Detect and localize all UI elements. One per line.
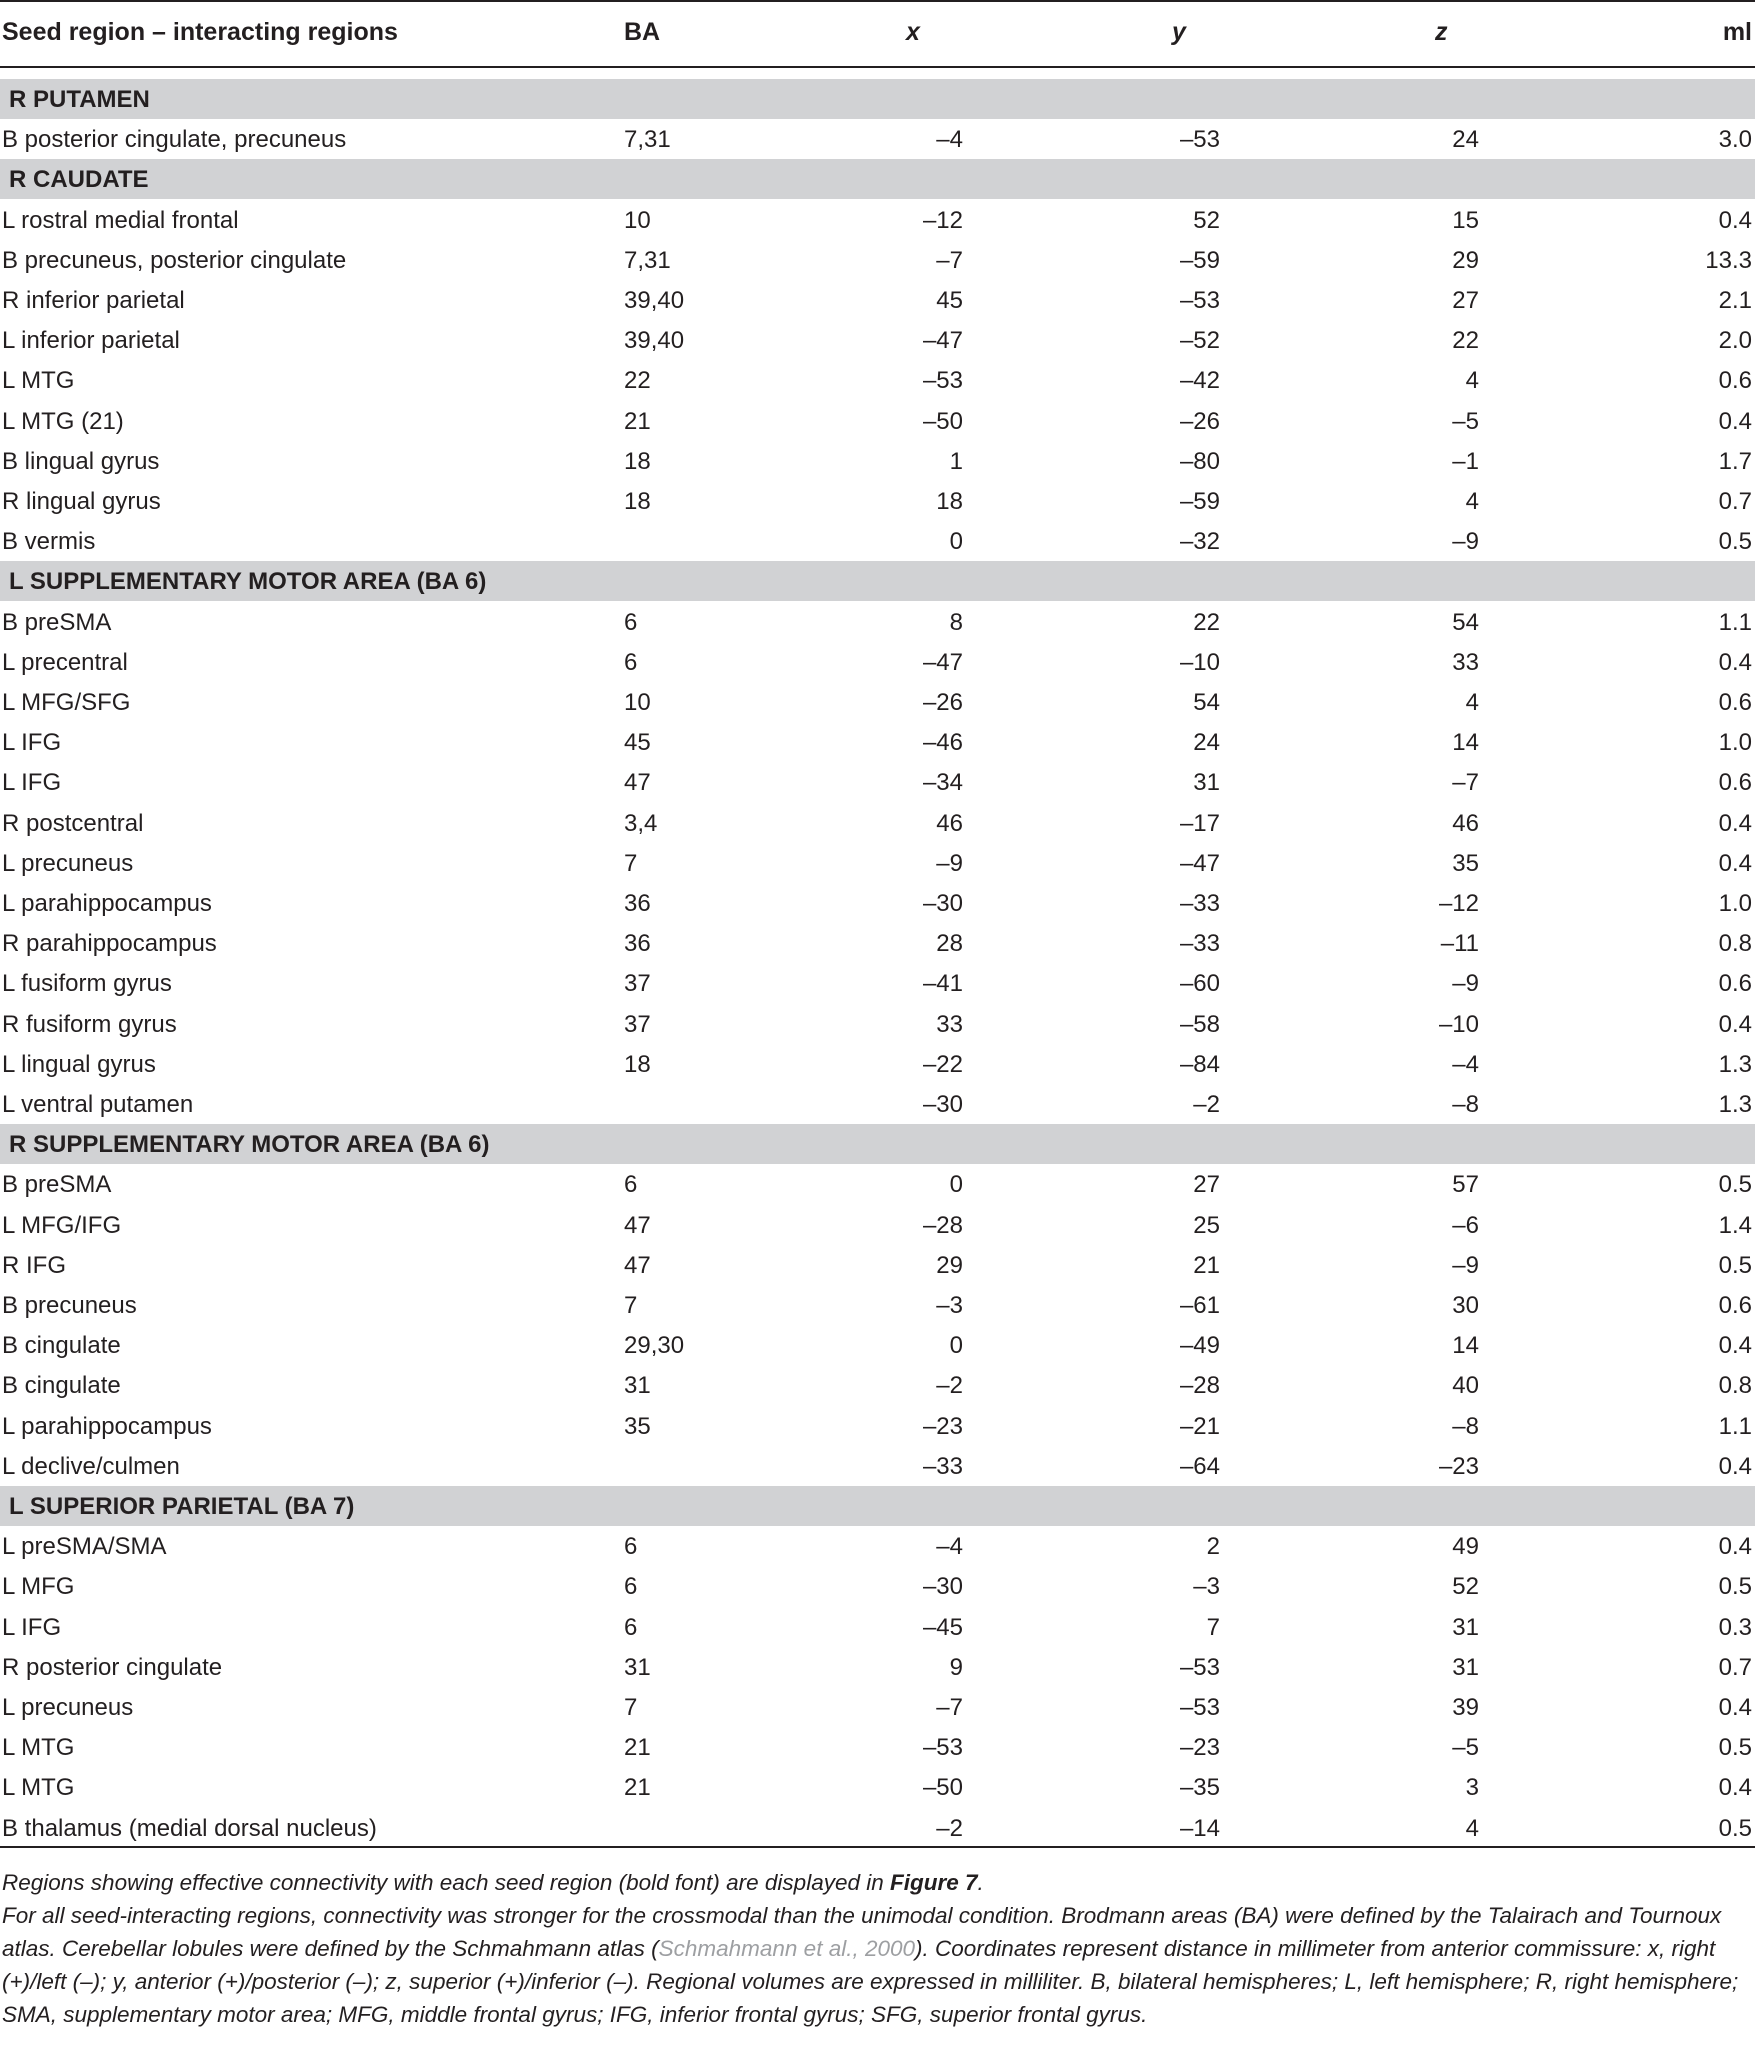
z-cell: 22 [1452,327,1479,355]
table-row [0,280,1755,320]
table-row [0,119,1755,159]
region-cell: L MTG [2,1734,75,1762]
ml-cell: 0.6 [1718,970,1752,998]
ba-cell: 18 [624,488,651,515]
ml-cell: 2.1 [1718,287,1752,314]
y-cell: 54 [1193,689,1220,716]
table-row [0,521,1755,561]
region-cell: R postcentral [2,809,144,837]
region-cell: B thalamus (medial dorsal nucleus) [2,1814,377,1842]
y-cell: –58 [1179,1010,1220,1038]
ba-cell: 31 [624,1372,651,1400]
ml-cell: 0.4 [1718,1332,1752,1360]
header-region: Seed region – interacting regions [2,18,398,46]
z-cell: 31 [1452,1653,1479,1681]
section-title: R SUPPLEMENTARY MOTOR AREA (BA 6) [9,1131,490,1159]
ml-cell: 2.0 [1718,327,1752,355]
ba-cell: 10 [624,206,651,234]
x-cell: –53 [922,1734,963,1762]
table-row [0,1607,1755,1647]
region-cell: L precentral [2,648,128,676]
ml-cell: 0.6 [1718,367,1752,395]
ba-cell: 29,30 [624,1332,685,1360]
z-cell: –4 [1452,1050,1479,1078]
x-cell: 0 [949,528,963,556]
x-cell: –45 [922,1613,963,1641]
z-cell: 31 [1452,1613,1479,1641]
y-cell: 2 [1206,1533,1220,1561]
x-cell: –30 [922,1573,963,1601]
ml-cell: 0.7 [1718,1653,1752,1681]
x-cell: 0 [949,1171,963,1199]
section-header [0,1124,1755,1164]
ml-cell: 1.1 [1718,608,1752,636]
y-cell: –14 [1179,1814,1220,1842]
table-row [0,1566,1755,1606]
region-cell: L MFG [2,1573,75,1601]
header-z: z [1435,18,1448,46]
x-cell: –2 [936,1814,963,1842]
ba-cell: 22 [624,367,651,395]
y-cell: –23 [1179,1734,1220,1762]
table-row [0,1205,1755,1245]
ba-cell: 21 [624,1774,651,1802]
table-row [0,682,1755,722]
ml-cell: 13.3 [1705,246,1752,274]
table-bottom-rule [0,1846,1755,1848]
y-cell: –35 [1179,1774,1220,1802]
table-row [0,923,1755,963]
x-cell: –34 [922,769,963,797]
x-cell: 0 [949,1332,963,1360]
ba-cell: 31 [624,1653,651,1681]
z-cell: 24 [1452,126,1479,154]
region-cell: B posterior cingulate, precuneus [2,126,347,154]
ml-cell: 1.4 [1718,1211,1752,1239]
z-cell: –12 [1438,890,1479,917]
ba-cell: 47 [624,769,651,797]
ba-cell: 7,31 [624,126,671,154]
y-cell: –33 [1179,890,1220,917]
z-cell: –7 [1452,769,1479,797]
ba-cell: 6 [624,648,638,676]
x-cell: –2 [936,1372,963,1400]
z-cell: 4 [1465,488,1479,515]
region-cell: R IFG [2,1251,66,1279]
ml-cell: 0.4 [1718,1452,1752,1480]
region-cell: L lingual gyrus [2,1050,156,1078]
citation-link[interactable]: Schmahmann et al., 2000 [658,1936,916,1961]
x-cell: –47 [922,327,963,355]
y-cell: –59 [1179,488,1220,515]
ba-cell: 35 [624,1412,651,1440]
z-cell: –9 [1452,970,1479,998]
table-header-row [0,0,1755,66]
region-cell: B vermis [2,528,96,556]
x-cell: –46 [922,729,963,757]
y-cell: –26 [1179,407,1220,435]
ml-cell: 1.3 [1718,1091,1752,1118]
region-cell: B preSMA [2,608,112,636]
region-cell: L MTG [2,367,75,395]
z-cell: 35 [1452,849,1479,877]
region-cell: R lingual gyrus [2,488,161,515]
table-row [0,963,1755,1003]
y-cell: –52 [1179,327,1220,355]
y-cell: 25 [1193,1211,1220,1239]
ml-cell: 0.5 [1718,1251,1752,1279]
section-title: L SUPPLEMENTARY MOTOR AREA (BA 6) [9,568,487,596]
region-cell: R fusiform gyrus [2,1010,177,1038]
x-cell: –26 [922,689,963,716]
table-row [0,642,1755,682]
y-cell: –17 [1179,809,1220,837]
table-row [0,1526,1755,1566]
y-cell: –21 [1179,1412,1220,1440]
table-row [0,240,1755,280]
region-cell: L ventral putamen [2,1091,194,1118]
section-title: R PUTAMEN [9,86,150,113]
z-cell: 4 [1465,1814,1479,1842]
section-header [0,79,1755,119]
ml-cell: 0.5 [1718,1171,1752,1199]
table-row [0,1687,1755,1727]
y-cell: 52 [1193,206,1220,234]
ba-cell: 6 [624,1613,638,1641]
region-cell: R parahippocampus [2,930,217,958]
y-cell: 31 [1193,769,1220,797]
z-cell: 33 [1452,648,1479,676]
ba-cell: 7 [624,849,638,877]
ba-cell: 18 [624,1050,651,1078]
region-cell: L precuneus [2,849,134,877]
table-row [0,401,1755,441]
z-cell: –5 [1452,407,1479,435]
x-cell: 8 [949,608,963,636]
header-x: x [906,18,920,46]
x-cell: 33 [936,1010,963,1038]
header-ba: BA [624,18,661,46]
region-cell: L preSMA/SMA [2,1533,167,1561]
ba-cell: 6 [624,1171,638,1199]
table-row [0,441,1755,481]
footnote-2-end: ). Coordinates represent distance in millimeter from anterior commissure: x, right (+)/left (–); y, anterior (+)/posterior (–); z, superior (+)/inferior (–). Regional volumes are expressed in milliliter. B, bilateral hemispheres; L, left hemisphere; R, right hemisphere; SMA, supplementary motor area; MFG, middle frontal gyrus; IFG, inferior frontal gyrus; SFG, superior frontal gyrus. [2,1936,1739,2027]
header-ml: ml [1722,18,1752,46]
z-cell: 27 [1452,287,1479,314]
table-row [0,200,1755,240]
x-cell: –41 [922,970,963,998]
table-row [0,1285,1755,1325]
ba-cell: 39,40 [624,327,685,355]
y-cell: 22 [1193,608,1220,636]
region-cell: L inferior parietal [2,327,180,355]
ml-cell: 0.5 [1718,1814,1752,1842]
z-cell: –9 [1452,1251,1479,1279]
region-cell: L declive/culmen [2,1452,180,1480]
z-cell: 49 [1452,1533,1479,1561]
section-header [0,159,1755,199]
table-row [0,1406,1755,1446]
table-row [0,320,1755,360]
section-header [0,1486,1755,1526]
ba-cell: 47 [624,1211,651,1239]
ba-cell: 47 [624,1251,651,1279]
header-y: y [1172,18,1186,46]
z-cell: 30 [1452,1292,1479,1319]
z-cell: –8 [1452,1091,1479,1118]
x-cell: 18 [936,488,963,515]
z-cell: 3 [1465,1774,1479,1802]
x-cell: –30 [922,1091,963,1118]
region-cell: L rostral medial frontal [2,206,239,234]
z-cell: 14 [1452,729,1479,757]
ml-cell: 0.6 [1718,1292,1752,1319]
y-cell: 24 [1193,729,1220,757]
table-row [0,762,1755,802]
z-cell: 39 [1452,1694,1479,1721]
z-cell: –10 [1438,1010,1479,1038]
x-cell: 9 [949,1653,963,1681]
z-cell: –9 [1452,528,1479,556]
region-cell: B cingulate [2,1332,121,1360]
y-cell: –28 [1179,1372,1220,1400]
z-cell: 52 [1452,1573,1479,1601]
ml-cell: 0.4 [1718,648,1752,676]
z-cell: 29 [1452,246,1479,274]
footnote-1 [2,1866,1752,1899]
table-row [0,722,1755,762]
x-cell: –50 [922,1774,963,1802]
x-cell: –28 [922,1211,963,1239]
region-cell: L MTG [2,1774,75,1802]
y-cell: –61 [1179,1292,1220,1319]
z-cell: 46 [1452,809,1479,837]
ba-cell: 45 [624,729,651,757]
z-cell: 40 [1452,1372,1479,1400]
table-row [0,1245,1755,1285]
y-cell: –53 [1179,126,1220,154]
x-cell: –4 [936,1533,963,1561]
x-cell: 1 [949,447,963,475]
x-cell: –33 [922,1452,963,1480]
ml-cell: 1.0 [1718,890,1752,917]
x-cell: –9 [936,849,963,877]
section-title: R CAUDATE [9,166,149,194]
x-cell: –50 [922,407,963,435]
x-cell: –53 [922,367,963,395]
ml-cell: 0.4 [1718,1694,1752,1721]
y-cell: –42 [1179,367,1220,395]
x-cell: –7 [936,1694,963,1721]
y-cell: –2 [1193,1091,1220,1118]
ml-cell: 0.5 [1718,1734,1752,1762]
ml-cell: 1.1 [1718,1412,1752,1440]
ml-cell: 3.0 [1718,126,1752,154]
region-cell: L parahippocampus [2,890,212,917]
y-cell: –10 [1179,648,1220,676]
z-cell: –11 [1440,930,1479,958]
region-cell: L IFG [2,729,62,757]
ml-cell: 1.7 [1718,447,1752,475]
x-cell: –12 [922,206,963,234]
region-cell: L IFG [2,769,62,797]
y-cell: –59 [1179,246,1220,274]
y-cell: –53 [1179,1694,1220,1721]
table-row [0,1004,1755,1044]
x-cell: 46 [936,809,963,837]
y-cell: –53 [1179,287,1220,314]
z-cell: –23 [1438,1452,1479,1480]
table-row [0,1727,1755,1767]
table-row [0,883,1755,923]
ba-cell: 21 [624,1734,651,1762]
ml-cell: 0.8 [1718,1372,1752,1400]
footnote-2 [2,1899,1752,2031]
y-cell: –47 [1179,849,1220,877]
ml-cell: 0.4 [1718,849,1752,877]
region-cell: B precuneus [2,1292,137,1319]
ba-cell: 6 [624,1533,638,1561]
region-cell: L precuneus [2,1694,134,1721]
y-cell: –84 [1179,1050,1220,1078]
table-row [0,481,1755,521]
ba-cell: 10 [624,689,651,716]
region-cell: L parahippocampus [2,1412,212,1440]
x-cell: 45 [936,287,963,314]
z-cell: 15 [1452,206,1479,234]
region-cell: R inferior parietal [2,287,185,314]
ba-cell: 37 [624,970,651,998]
ml-cell: 0.4 [1718,809,1752,837]
ml-cell: 0.8 [1718,930,1752,958]
table-row [0,1325,1755,1365]
ml-cell: 0.5 [1718,1573,1752,1601]
z-cell: –1 [1452,447,1479,475]
ml-cell: 0.4 [1718,1774,1752,1802]
ba-cell: 7 [624,1292,638,1319]
z-cell: –6 [1452,1211,1479,1239]
section-header [0,561,1755,601]
ba-cell: 21 [624,407,651,435]
z-cell: 54 [1452,608,1479,636]
z-cell: 57 [1452,1171,1479,1199]
y-cell: –64 [1179,1452,1220,1480]
region-cell: B precuneus, posterior cingulate [2,246,347,274]
y-cell: –60 [1179,970,1220,998]
ml-cell: 0.4 [1718,1533,1752,1561]
table-row [0,1084,1755,1124]
table-row [0,843,1755,883]
ml-cell: 1.0 [1718,729,1752,757]
region-cell: B cingulate [2,1372,121,1400]
table-row [0,1044,1755,1084]
ba-cell: 36 [624,930,651,958]
footnote-1-text: Regions showing effective connectivity with each seed region (bold font) are displayed in [2,1870,891,1895]
x-cell: –47 [922,648,963,676]
z-cell: 14 [1452,1332,1479,1360]
table-row [0,1808,1755,1848]
ba-cell: 6 [624,1573,638,1601]
ml-cell: 0.7 [1718,488,1752,515]
ba-cell: 37 [624,1010,651,1038]
ml-cell: 0.6 [1718,689,1752,716]
ml-cell: 0.5 [1718,528,1752,556]
y-cell: 7 [1206,1613,1220,1641]
region-cell: L IFG [2,1613,62,1641]
ba-cell: 18 [624,447,651,475]
ml-cell: 0.3 [1718,1613,1752,1641]
x-cell: –23 [922,1412,963,1440]
z-cell: –8 [1452,1412,1479,1440]
region-cell: L fusiform gyrus [2,970,172,998]
table-row [0,1446,1755,1486]
ba-cell: 39,40 [624,287,685,314]
y-cell: 21 [1193,1251,1220,1279]
y-cell: –80 [1179,447,1220,475]
ba-cell: 7 [624,1694,638,1721]
y-cell: 27 [1193,1171,1220,1199]
ba-cell: 36 [624,890,651,917]
table-row [0,803,1755,843]
region-cell: B preSMA [2,1171,112,1199]
region-cell: B lingual gyrus [2,447,160,475]
x-cell: –7 [936,246,963,274]
x-cell: –30 [922,890,963,917]
ba-cell: 3,4 [624,809,658,837]
section-title: L SUPERIOR PARIETAL (BA 7) [9,1493,355,1520]
z-cell: 4 [1465,367,1479,395]
region-cell: R posterior cingulate [2,1653,223,1681]
z-cell: –5 [1452,1734,1479,1762]
table-row [0,1164,1755,1204]
region-cell: L MTG (21) [2,407,124,435]
y-cell: –49 [1179,1332,1220,1360]
footnote-2-text: For all seed-interacting regions, connectivity was stronger for the crossmodal than the unimodal condition. Brodmann areas (BA) were defined by the Talairach and Tournoux atlas. Cerebellar lobules were defined by the Schmahmann atlas ( [2,1903,1722,1961]
region-cell: L MFG/SFG [2,689,131,716]
table-row [0,602,1755,642]
ml-cell: 0.6 [1718,769,1752,797]
y-cell: –32 [1179,528,1220,556]
table-row [0,1767,1755,1807]
z-cell: 4 [1465,689,1479,716]
header-rule [0,66,1755,68]
table-footnotes [2,1866,1752,2031]
table-row [0,360,1755,400]
x-cell: 28 [936,930,963,958]
footnote-1-end: . [977,1870,984,1895]
x-cell: –3 [936,1292,963,1319]
ba-cell: 7,31 [624,246,671,274]
table-row [0,1365,1755,1405]
x-cell: 29 [936,1251,963,1279]
ba-cell: 6 [624,608,638,636]
x-cell: –22 [922,1050,963,1078]
figure-7-link[interactable]: Figure 7 [890,1870,978,1895]
ml-cell: 0.4 [1718,407,1752,435]
y-cell: –53 [1179,1653,1220,1681]
y-cell: –33 [1179,930,1220,958]
ml-cell: 0.4 [1718,206,1752,234]
x-cell: –4 [936,126,963,154]
y-cell: –3 [1193,1573,1220,1601]
ml-cell: 0.4 [1718,1010,1752,1038]
ml-cell: 1.3 [1718,1050,1752,1078]
table-row [0,1647,1755,1687]
region-cell: L MFG/IFG [2,1211,122,1239]
